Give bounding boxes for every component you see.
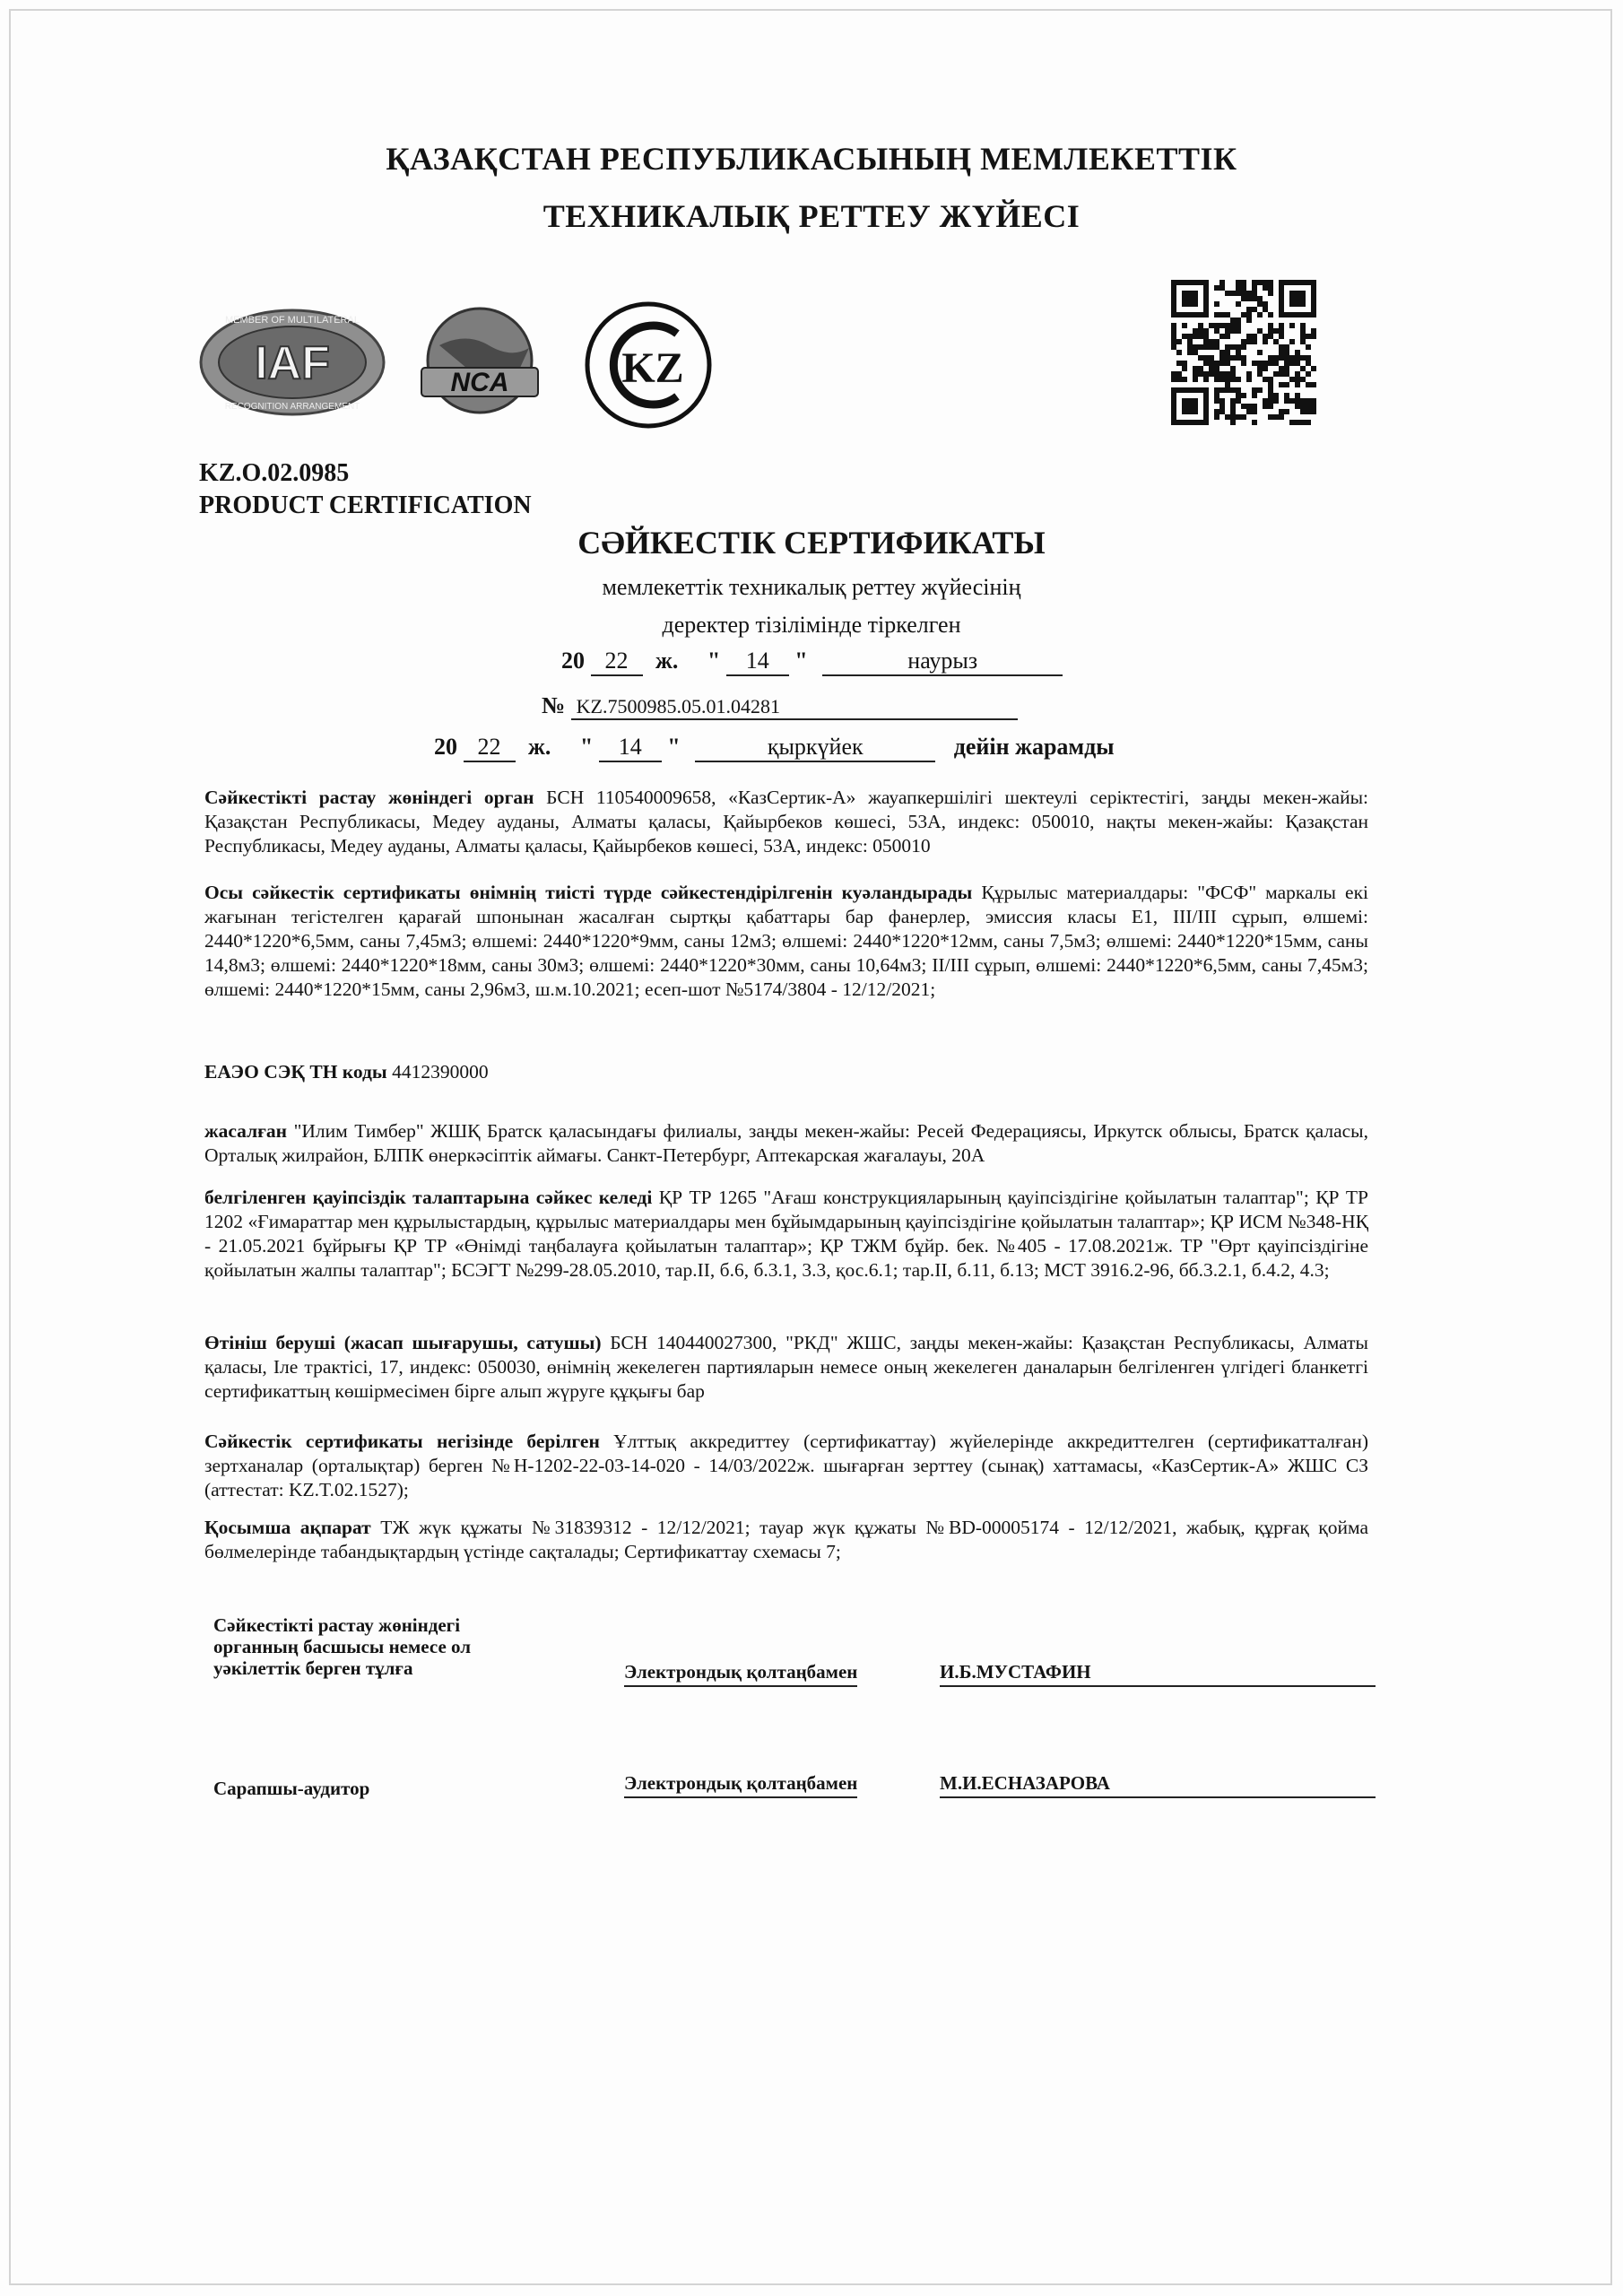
- head-label-line-2: органның басшысы немесе ол: [213, 1636, 472, 1657]
- auditor-label: Сарапшы-аудитор: [213, 1778, 370, 1799]
- head-label-line-3: уәкілеттік берген тұлға: [213, 1657, 413, 1679]
- issue-date-row: [561, 648, 1063, 676]
- valid-month: қыркүйек: [695, 734, 935, 762]
- iaf-seal-top: MEMBER OF MULTILATERAL: [225, 315, 360, 326]
- iaf-seal: [199, 309, 386, 416]
- head-signature-method: Электрондық қолтаңбамен: [624, 1661, 857, 1687]
- manufactured-label: жасалған: [204, 1120, 288, 1142]
- valid-quote-open: ": [579, 734, 594, 760]
- product-text: Құрылыс материалдары: "ФСФ" маркалы екі жағынан тегістелген қарағай шпонынан жасалған сыртқы қабаттары бар фанерлер, эмиссия класы Е1, III/III сұрып, өлшемі: 2440*1220*6,5мм, саны 7,45м3; өлшемі: 2440*1220*9мм, саны 12м3; өлшемі: 2440*1220*12мм, саны 7,5м3; өлшемі: 2440*1220*15мм, саны 14,8м3; өлшемі: 2440*1220*18мм, саны 30м3; өлшемі: 2440*1220*30мм, саны 10,64м3; II/III сұрып, өлшемі: 2440*1220*6,5мм, саны 7,45м3; өлшемі: 2440*1220*15мм, саны 2,96м3, ш.м.10.2021; есеп-шот №5174/3804 - 12/12/2021;: [204, 882, 1368, 1000]
- additional-label: Қосымша ақпарат: [204, 1517, 371, 1538]
- kt-conformity-mark: [583, 300, 714, 430]
- valid-quote-close: ": [667, 734, 681, 760]
- nca-text: NCA: [450, 368, 509, 397]
- qr-code: [1171, 280, 1316, 425]
- issue-year-prefix: 20: [561, 648, 585, 674]
- head-label-line-1: Сәйкестікті растау жөніндегі: [213, 1614, 461, 1636]
- organ-text: БСН 110540009658, «КазСертик-А» жауапкершілігі шектеулі серіктестігі, заңды мекен-жайы: Қазақстан Республикасы, Медеу ауданы, Алматы қаласы, Қайырбеков көшесі, 53А, индекс: 050010, нақты мекен-жайы: Қазақстан Республикасы, Медеу ауданы, Алматы қаласы, Қайырбеков көшесі, 53А, индекс: 050010: [204, 787, 1368, 857]
- valid-until: дейін жарамды: [953, 734, 1115, 760]
- certificate-number-row: [542, 692, 1018, 720]
- applicant-text: БСН 140440027300, "РКД" ЖШС, заңды мекен-жайы: Қазақстан Республикасы, Алматы қаласы, Іле трактісі, 17, индекс: 050030, өнімнің жекелеген партияларын немесе оның жекелеген даналарын белгіленген үлгідегі бланкетгі сертификаттың көшірмесімен бірге алып жүруге құқығы бар: [204, 1332, 1368, 1402]
- iaf-seal-bottom: RECOGNITION ARRANGEMENT: [224, 402, 360, 412]
- valid-year: 22: [464, 734, 516, 762]
- basis-text: Ұлттық аккредиттеу (сертификаттау) жүйелерінде аккредиттелген (сертификатталған) зертханалар (орталықтар) берген №Н-1202-22-03-14-020 - 14/03/2022ж. шығарған зерттеу (сынақ) хаттамасы, «КазСертик-А» ЖШС СЗ (аттестат: KZ.T.02.1527);: [204, 1431, 1368, 1500]
- code-label: ЕАЭО СЭҚ ТН коды: [204, 1061, 387, 1083]
- certificate-number: KZ.7500985.05.01.04281: [571, 695, 1018, 720]
- registry-code: KZ.O.02.0985: [199, 459, 350, 487]
- number-label: №: [542, 692, 566, 718]
- organ-label: Сәйкестікті растау жөніндегі орган: [204, 787, 534, 808]
- certificate-subtitle-1: мемлекеттік техникалық реттеу жүйесінің: [602, 574, 1021, 600]
- auditor-signature-method: Электрондық қолтаңбамен: [624, 1772, 857, 1798]
- valid-day: 14: [599, 734, 662, 762]
- product-certification: PRODUCT CERTIFICATION: [199, 491, 532, 519]
- iaf-seal-center: IAF: [255, 337, 330, 389]
- certificate-subtitle-2: деректер тізілімінде тіркелген: [662, 612, 961, 638]
- certificate-title: СӘЙКЕСТІК СЕРТИФИКАТЫ: [577, 525, 1046, 561]
- code-text: 4412390000: [386, 1061, 489, 1083]
- head-signatory-label: [213, 1614, 471, 1679]
- issue-year: 22: [591, 648, 643, 676]
- auditor-name: М.И.ЕСНАЗАРОВА: [940, 1772, 1376, 1798]
- applicant-label: Өтініш беруші (жасап шығарушы, сатушы): [204, 1332, 602, 1353]
- valid-year-prefix: 20: [434, 734, 457, 760]
- section-basis: [204, 1430, 1368, 1502]
- issue-quote-close: ": [794, 648, 808, 674]
- kt-text: KZ: [621, 344, 684, 392]
- head-signatory-name: И.Б.МУСТАФИН: [940, 1661, 1376, 1687]
- manufactured-text: "Илим Тимбер" ЖШҚ Братск қаласындағы филиалы, заңды мекен-жайы: Ресей Федерациясы, Иркутск облысы, Братск қаласы, Орталық жилрайон, БЛПК өнеркәсіптік аймағы. Санкт-Петербург, Аптекарская жағалауы, 20А: [204, 1120, 1368, 1166]
- section-applicant: [204, 1331, 1368, 1404]
- section-manufactured: [204, 1119, 1368, 1168]
- validity-row: [434, 734, 1115, 762]
- valid-year-suffix: ж.: [528, 734, 551, 760]
- nca-globe-logo: [404, 305, 556, 422]
- header-line-1: ҚАЗАҚСТАН РЕСПУБЛИКАСЫНЫҢ МЕМЛЕКЕТТІК: [386, 141, 1237, 177]
- header-line-2: ТЕХНИКАЛЫҚ РЕТТЕУ ЖҮЙЕСІ: [542, 198, 1081, 234]
- section-product: [204, 881, 1368, 1002]
- section-additional: [204, 1516, 1368, 1564]
- requirements-text: ҚР ТР 1265 "Ағаш конструкцияларының қауіпсіздігіне қойылатын талаптар"; ҚР ТР 1202 «Ғимараттар мен құрылыстардың, құрылыс материалдары мен бұйымдарының қауіпсіздігіне қойылатын талаптар»; ҚР ИСМ №348-НҚ - 21.05.2021 бұйрығы ҚР ТР «Өнімді таңбалауға қойылатын талаптар»; ҚР ТЖМ бұйр. бек. №405 - 17.08.2021ж. ТР "Өрт қауіпсіздігіне қойылатын жалпы талаптар"; БСЭГТ №299-28.05.2010, тар.II, б.6, б.3.1, 3.3, қос.6.1; тар.II, б.11, б.13; МСТ 3916.2-96, бб.3.2.1, б.4.2, 4.3;: [204, 1187, 1369, 1281]
- section-requirements: [204, 1186, 1368, 1283]
- issue-month: наурыз: [822, 648, 1063, 676]
- requirements-label: белгіленген қауіпсіздік талаптарына сәйкес келеді: [204, 1187, 653, 1208]
- issue-day: 14: [726, 648, 789, 676]
- section-code: [204, 1060, 1368, 1084]
- basis-label: Сәйкестік сертификаты негізінде берілген: [204, 1431, 600, 1452]
- issue-year-suffix: ж.: [655, 648, 679, 674]
- section-organ: [204, 786, 1368, 858]
- additional-text: ТЖ жүк құжаты №31839312 - 12/12/2021; тауар жүк құжаты №BD-00005174 - 12/12/2021, жабық, құрғақ қойма бөлмелерінде табандықтардың үстінде сақталады; Сертификаттау схемасы 7;: [204, 1517, 1369, 1562]
- product-label: Осы сәйкестік сертификаты өнімнің тиісті түрде сәйкестендірілгенін куәландырады: [204, 882, 973, 903]
- issue-quote-open: ": [707, 648, 721, 674]
